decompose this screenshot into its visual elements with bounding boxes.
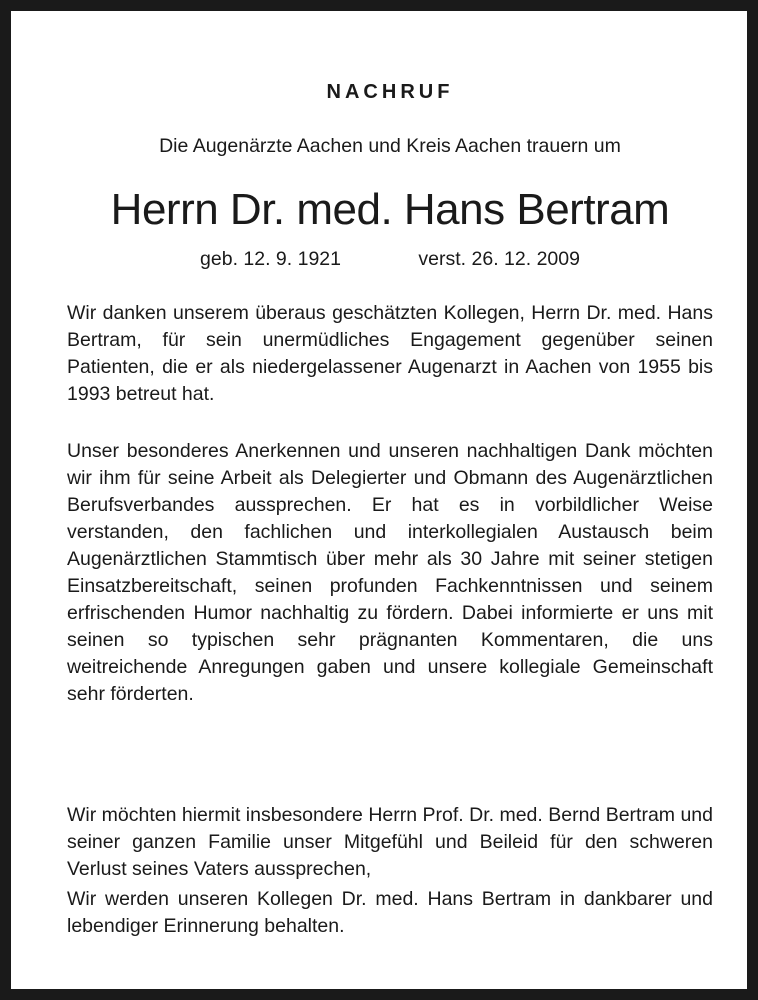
death-date: verst. 26. 12. 2009 — [418, 248, 580, 270]
birth-date: geb. 12. 9. 1921 — [200, 248, 341, 270]
deceased-name: Herrn Dr. med. Hans Bertram — [110, 185, 670, 234]
paragraph-remembrance: Wir werden unseren Kollegen Dr. med. Hans Bertram in dankbarer und lebendiger Erinnerung behalten. — [67, 888, 713, 937]
paragraph-condolence: Wir möchten hiermit insbesondere Herrn Prof. Dr. med. Bernd Bertram und seiner ganzen Familie unser Mitgefühl und Beileid für den schweren Verlust seines Vaters aussprechen, — [67, 804, 713, 880]
obituary-heading: NACHRUF — [326, 81, 454, 103]
intro-line: Die Augenärzte Aachen und Kreis Aachen trauern um — [159, 135, 621, 157]
paragraph-recognition: Unser besonderes Anerkennen und unseren nachhaltigen Dank möchten wir ihm für seine Arbeit als Delegierter und Obmann des Augenärztlichen Berufsverbandes aussprechen. Er hat es in vorbildlicher Weise verstanden, den fachlichen und interkollegialen Austausch beim Augenärztlichen Stammtisch über mehr als 30 Jahre mit seiner stetigen Einsatzbereitschaft, seinen profunden Fachkenntnissen und seinem erfrischenden Humor nachhaltig zu fördern. Dabei informierte er uns mit seinen so typischen sehr prägnanten Kommentaren, die uns weitreichende Anregungen gaben und unsere kollegiale Gemeinschaft sehr förderten. — [67, 440, 713, 705]
paragraph-thanks: Wir danken unserem überaus geschätzten Kollegen, Herrn Dr. med. Hans Bertram, für sein unermüdliches Engagement gegenüber seinen Patienten, die er als niedergelassener Augenarzt in Aachen von 1955 bis 1993 betreut hat. — [67, 302, 713, 405]
life-dates — [67, 248, 713, 271]
